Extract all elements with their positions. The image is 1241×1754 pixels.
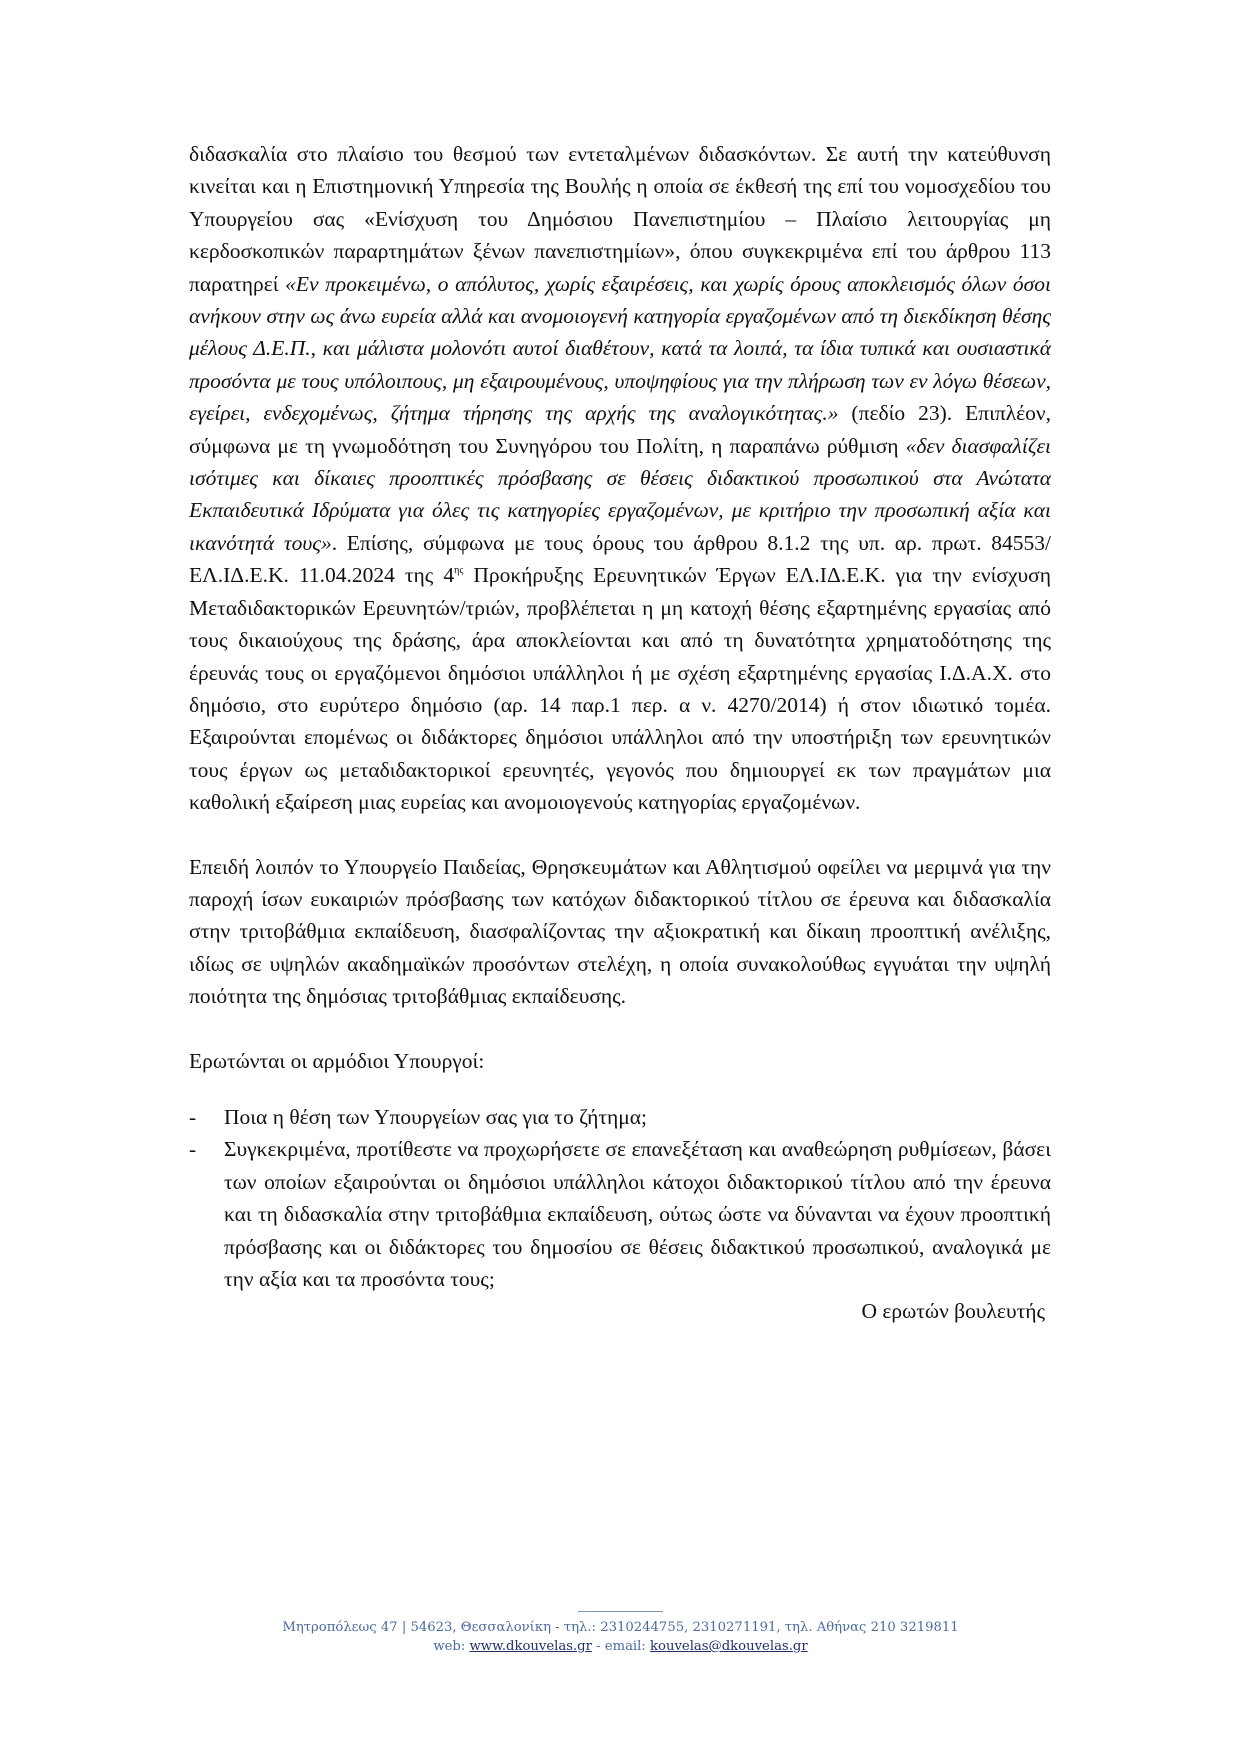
website-link[interactable]: www.dkouvelas.gr <box>469 1639 592 1654</box>
paragraph-text: (πεδίο 23). Επιπλέον, σύμφωνα με τη γνωμοδότηση του Συνηγόρου του Πολίτη, η παραπάνω ρύθμιση <box>189 401 1052 458</box>
email-label: - email: <box>591 1639 651 1654</box>
web-label: web: <box>433 1639 470 1654</box>
ordinal-superscript: ης <box>454 565 464 577</box>
footer-divider <box>578 1611 663 1612</box>
question-intro: Ερωτώνται οι αρμόδιοι Υπουργοί: <box>189 1048 485 1073</box>
footer-contacts <box>0 1637 1241 1656</box>
document-body <box>189 138 1051 1328</box>
paragraph-text: . Επίσης, σύμφωνα με τους όρους του άρθρου 8.1.2 της υπ. αρ. πρωτ. 84553/ΕΛ.ΙΔ.Ε.Κ. 11.04.2024 της 4 <box>189 530 1052 588</box>
questions-list <box>189 1101 1051 1295</box>
quote-ombudsman: «δεν διασφαλίζει ισότιμες και δίκαιες προοπτικές πρόσβασης σε θέσεις διδακτικού προσωπικού στα Ανώτατα Εκπαιδευτικά Ιδρύματα για όλες τις κατηγορίες εργαζομένων, με κριτήριο την προσωπική αξία και ικανότητά τους» <box>189 433 1051 555</box>
question-item <box>189 1133 1051 1295</box>
paragraph-context <box>189 138 1051 819</box>
paragraph-text: διδασκαλία στο πλαίσιο του θεσμού των εντεταλμένων διδασκόντων. Σε αυτή την κατεύθυνση κινείται και η Επιστημονική Υπηρεσία της Βουλής η οποία σε έκθεσή της επί του νομοσχεδίου του Υπουργείου σας «Ενίσχυση του Δημόσιου Πανεπιστημίου – Πλαίσιο λειτουργίας μη κερδοσκοπικών παραρτημάτων ξένων πανεπιστημίων», όπου συγκεκριμένα επί του άρθρου 113 παρατηρεί <box>189 142 1051 296</box>
footer-address: Μητροπόλεως 47 | 54623, Θεσσαλονίκη - τηλ.: 2310244755, 2310271191, τηλ. Αθήνας 210 3219811 <box>282 1620 959 1635</box>
list-bullet: - <box>189 1137 197 1162</box>
quote-parliament-scientific-service: «Εν προκειμένω, ο απόλυτος, χωρίς εξαιρέσεις, και χωρίς όρους αποκλεισμός όλων όσοι ανήκουν στην ως άνω ευρεία αλλά και ανομοιογενή κατηγορία εργαζομένων από τη διεκδίκηση θέσης μέλους Δ.Ε.Π., και μάλιστα μολονότι αυτοί διαθέτουν, κατά τα λοιπά, τα ίδια τυπικά και ουσιαστικά προσόντα με τους υπόλοιπους, μη εξαιρουμένους, υποψηφίους για την πλήρωση των εν λόγω θέσεων, εγείρει, ενδεχομένως, ζήτημα τήρησης της αρχής της αναλογικότητας.» <box>189 271 1051 426</box>
paragraph-rationale: Επειδή λοιπόν το Υπουργείο Παιδείας, Θρησκευμάτων και Αθλητισμού οφείλει να μεριμνά για την παροχή ίσων ευκαιριών πρόσβασης των κατόχων διδακτορικού τίτλου σε έρευνα και διδασκαλία στην τριτοβάθμια εκπαίδευση, διασφαλίζοντας την αξιοκρατική και δίκαιη προοπτική ανέλιξης, ιδίως σε υψηλών ακαδημαϊκών προσόντων στελέχη, η οποία συνακολούθως εγγυάται την υψηλή ποιότητα της δημόσιας τριτοβάθμιας εκπαίδευσης. <box>189 854 1051 1009</box>
footer <box>0 1618 1241 1656</box>
list-bullet: - <box>189 1104 197 1129</box>
signature: Ο ερωτών βουλευτής <box>861 1299 1045 1324</box>
question-text: Συγκεκριμένα, προτίθεστε να προχωρήσετε σε επανεξέταση και αναθεώρηση ρυθμίσεων, βάσει των οποίων εξαιρούνται οι δημόσιοι υπάλληλοι κάτοχοι διδακτορικού τίτλου από την έρευνα και τη διδασκαλία στην τριτοβάθμια εκπαίδευση, ούτως ώστε να δύνανται να έχουν προοπτική πρόσβασης και οι διδάκτορες του δημοσίου σε θέσεις διδακτικού προσωπικού, αναλογικά με την αξία και τα προσόντα τους; <box>224 1137 1051 1291</box>
question-item <box>189 1101 1051 1133</box>
question-text: Ποια η θέση των Υπουργείων σας για το ζήτημα; <box>224 1104 648 1129</box>
email-link[interactable]: kouvelas@dkouvelas.gr <box>650 1639 808 1654</box>
paragraph-text: Προκήρυξης Ερευνητικών Έργων ΕΛ.ΙΔ.Ε.Κ. για την ενίσχυση Μεταδιδακτορικών Ερευνητών/τριών, προβλέπεται η μη κατοχή θέσης εξαρτημένης εργασίας από τους δικαιούχους της δράσης, άρα αποκλείονται και από τη δυνατότητα χρηματοδότησης της έρευνάς τους οι εργαζόμενοι δημόσιοι υπάλληλοι ή με σχέση εξαρτημένης εργασίας Ι.Δ.Α.Χ. στο δημόσιο, στο ευρύτερο δημόσιο (αρ. 14 παρ.1 περ. α ν. 4270/2014) ή στον ιδιωτικό τομέα. Εξαιρούνται επομένως οι διδάκτορες δημόσιοι υπάλληλοι από την υποστήριξη των ερευνητικών τους έργων ως μεταδιδακτορικοί ερευνητές, γεγονός που δημιουργεί εκ των πραγμάτων μια καθολική εξαίρεση μιας ευρείας και ανομοιογενούς κατηγορίας εργαζομένων. <box>189 563 1051 815</box>
